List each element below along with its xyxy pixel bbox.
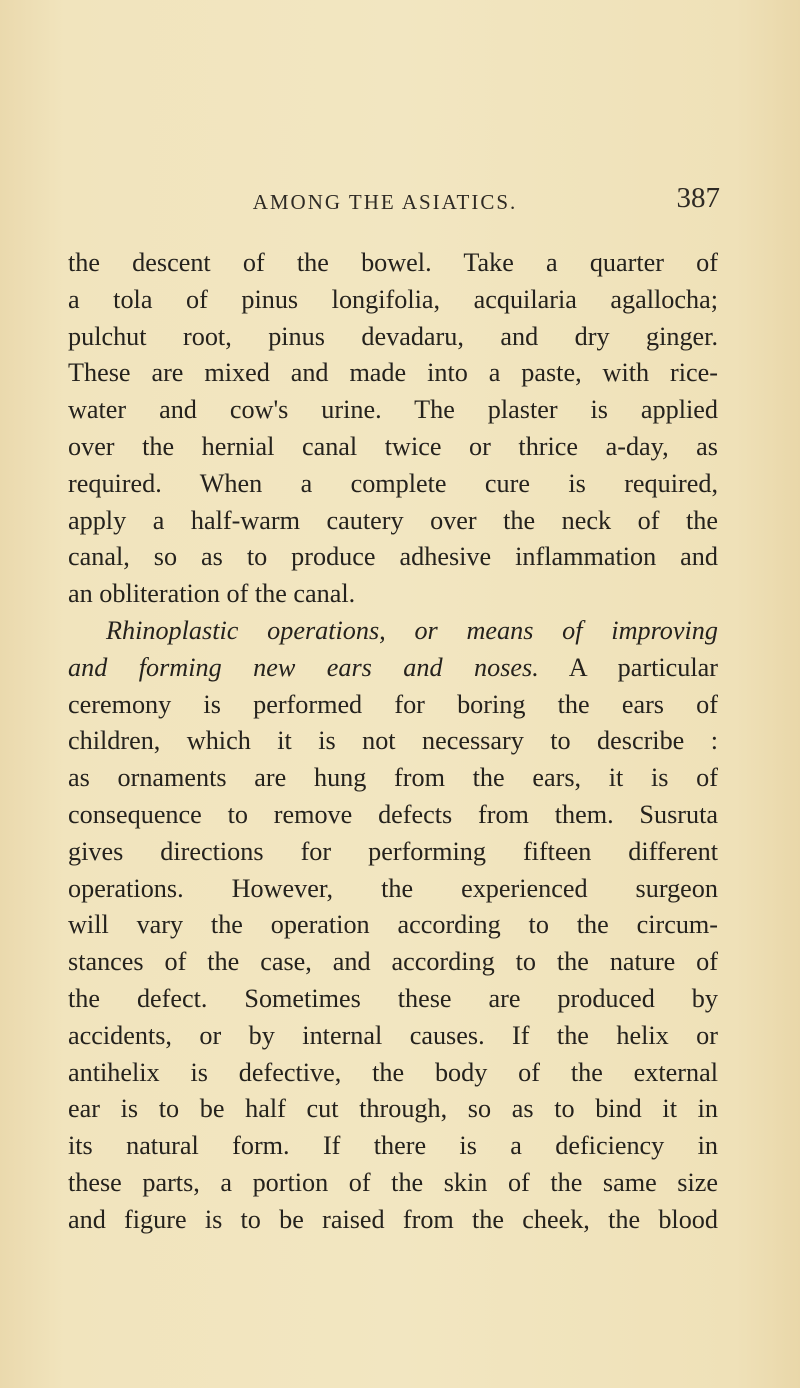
text-line: pulchut root, pinus devadaru, and dry ginger. (68, 321, 718, 351)
text-line: gives directions for performing fifteen different (68, 836, 718, 866)
body-text (68, 245, 718, 1239)
text-line: ear is to be half cut through, so as to bind it in (68, 1094, 718, 1124)
text-line: children, which it is not necessary to describe : (68, 726, 718, 756)
text-line: operations. However, the experienced surgeon (68, 873, 718, 903)
page-number: 387 (676, 182, 720, 214)
text-line (68, 650, 718, 687)
text-line: its natural form. If there is a deficiency in (68, 1131, 718, 1161)
text-line: water and cow's urine. The plaster is applied (68, 395, 718, 425)
italic-heading: Rhinoplastic operations, or means of improving (106, 615, 718, 645)
text-line: stances of the case, and according to the nature of (68, 947, 718, 977)
text-line: will vary the operation according to the circum- (68, 910, 718, 940)
text-line: consequence to remove defects from them. Susruta (68, 799, 718, 829)
text-line: over the hernial canal twice or thrice a-day, as (68, 431, 718, 461)
text-line (68, 613, 718, 650)
text-line: a tola of pinus longifolia, acquilaria agallocha; (68, 284, 718, 314)
text-line: ceremony is performed for boring the ears of (68, 689, 718, 719)
text-line: antihelix is defective, the body of the external (68, 1057, 718, 1087)
text-line: apply a half-warm cautery over the neck of the (68, 505, 718, 535)
text-line: required. When a complete cure is required, (68, 468, 718, 498)
text-line: canal, so as to produce adhesive inflammation and (68, 542, 718, 572)
text-line: These are mixed and made into a paste, with rice- (68, 358, 718, 388)
text-line: as ornaments are hung from the ears, it is of (68, 763, 718, 793)
text-line: these parts, a portion of the skin of the same size (68, 1167, 718, 1197)
italic-heading-cont: and forming new ears and noses. (68, 652, 539, 682)
text-line: accidents, or by internal causes. If the helix or (68, 1020, 718, 1050)
running-title: AMONG THE ASIATICS. (252, 190, 518, 214)
text-line: the descent of the bowel. Take a quarter of (68, 248, 718, 277)
text-fragment: A particular (538, 652, 718, 682)
text-line: the defect. Sometimes these are produced by (68, 983, 718, 1013)
text-line: and figure is to be raised from the cheek, the blood (68, 1204, 718, 1234)
text-line: an obliteration of the canal. (68, 579, 356, 609)
